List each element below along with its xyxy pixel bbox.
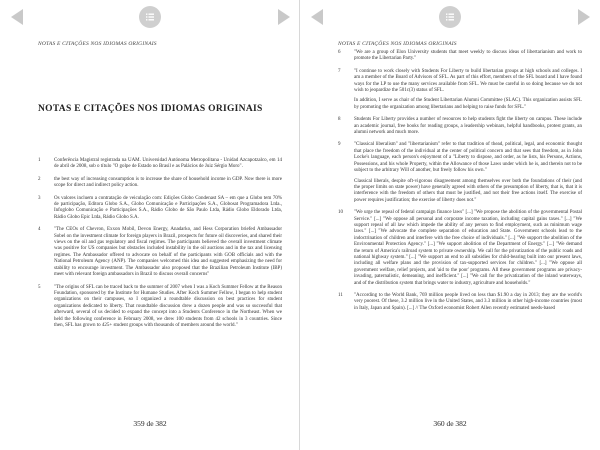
note-item	[338, 210, 582, 287]
note-item	[338, 69, 582, 111]
note-paragraph: "The CEOs of Chevron, Exxon Mobil, Devon Energy, Anadarko, and Hess Corporation briefed Ambassador Sobel on the investment climate for foreign players in Brazil, prospects for future oil discoveries, and shared their views on the oil and gas regulatory and fiscal regimes. The participants believed the overall investment climate was positive for US companies but obstacles included instability in the oil auctions and in the tax and licensing regimes. The Ambassador offered to advocate on behalf of the participants with GOB officials and with the National Petroleum Agency (ANP). The companies welcomed this idea and suggested emphasizing the need for stability to encourage investment. The Ambassador also proposed that the Brazilian Petroleum Institute (IBP) meet with relevant foreign ambassadors in Brazil to discuss overall concerns"	[54, 227, 282, 278]
note-item	[338, 117, 582, 136]
note-body	[354, 117, 582, 136]
next-page-button[interactable]	[577, 8, 591, 26]
note-number: 9	[338, 142, 341, 148]
previous-page-button[interactable]	[10, 8, 24, 26]
note-body	[54, 158, 282, 171]
note-number: 3	[38, 195, 41, 201]
note-paragraph: In addition, I serve as chair of the Student Libertarian Alumni Committee (SLAC). This organization assists SFL by promoting the organization among libertarians and helping to raise funds for SFL."	[354, 98, 582, 110]
note-number: 1	[38, 158, 41, 163]
note-body	[354, 142, 582, 204]
note-item	[38, 158, 282, 171]
note-number: 8	[338, 117, 341, 123]
note-item	[38, 196, 282, 222]
note-number: 7	[338, 68, 341, 74]
notes-list	[338, 50, 582, 318]
note-paragraph: "According to the World Bank, 769 million people lived on less than $1.90 a day in 2013; they are the world's very poorest. Of these, 3.2 million live in the United States, and 3.3 million in other high-income countries (most in Italy, Japan and Spain). [...] // The Oxford economist Robert Allen recently estimated needs-based	[354, 293, 582, 311]
note-number: 10	[338, 210, 343, 216]
note-number: 2	[38, 176, 41, 182]
note-item	[338, 142, 582, 204]
menu-button[interactable]	[439, 6, 461, 28]
note-item	[338, 50, 582, 63]
note-paragraph: "Classical liberalism" and "libertarianism" refer to that tradition of thead, political, legal, and economic thought that place the freedom of the individual at the center of political concern and that sees that freedom, as in John Locke's language, each person's enjoyment of a "Liberty to dispose, and order, as he lists, his Persons, Actions, Possessions, and his whole Property, within the Allowance of those Laws under which he is, and therein not to be subject to the arbitrary Will of another, but freely follow his own."	[354, 142, 582, 174]
note-paragraph: "I continue to work closely with Students For Liberty to build libertarian groups at high schools and colleges. I am a member of the Board of Advisors of SFL. As part of this effort, members of the SFL board and I have found ways for the LP to use the many services available from SFL. We must be careful in so doing because we do not wish to jeopardize the 501c(3) status of SFL.	[354, 68, 582, 94]
note-paragraph: Conferência Magistral registrada na UAM. Universidad Autónoma Metropolitana - Unidad Azcapotzalco, em 14 de abril de 2008, sob o título "O golpe de Estado no Brasil e as Palácios de Juiz Sérgio Moro".	[54, 158, 282, 170]
note-paragraph: "We are a group of Elon University students that meet weekly to discuss ideas of libertarianism and work to promote the Libertarian Party."	[354, 50, 582, 62]
note-body	[54, 227, 282, 278]
right-page	[300, 0, 600, 450]
triangle-left-icon	[311, 9, 323, 25]
running-head: NOTAS E CITAÇÕES NOS IDIOMAS ORIGINAIS	[38, 41, 157, 47]
note-body	[54, 196, 282, 222]
note-number: 11	[338, 293, 343, 298]
note-item	[38, 227, 282, 278]
page-number: 360 de 382	[433, 419, 467, 428]
note-body	[54, 285, 282, 330]
notes-list	[38, 158, 282, 335]
note-body	[354, 210, 582, 287]
note-body	[354, 50, 582, 63]
note-number: 5	[38, 284, 41, 290]
list-icon	[445, 12, 455, 22]
note-item	[38, 285, 282, 330]
note-number: 4	[38, 227, 41, 233]
note-body	[354, 69, 582, 111]
note-item	[338, 293, 582, 312]
chapter-title: NOTAS E CITAÇÕES NOS IDIOMAS ORIGINAIS	[38, 104, 263, 114]
previous-page-button[interactable]	[310, 8, 324, 26]
note-item	[38, 177, 282, 190]
note-body	[54, 177, 282, 190]
list-icon	[145, 12, 155, 22]
note-paragraph: "The origins of SFL can be traced back to the summer of 2007 when I was a Koch Summer Fellow at the Reason Foundation, sponsored by the Institute for Humane Studies. After Koch Summer Fellow, I began to help student organizations on their campuses, so I organized a roundtable discussion on best practices for student organizations dedicated to liberty. That roundtable discussion drew a dozen people and was so successful that afterward, several of us decided to expand the concept into a Students Conference in the Northeast. When we held the following conference in February 2008, we drew 100 students from 42 schools in 3 countries. Since then, SFL has grown to 425+ student groups with thousands of members around the world."	[54, 284, 282, 328]
menu-button[interactable]	[139, 6, 161, 28]
triangle-right-icon	[578, 9, 590, 25]
page-number: 359 de 382	[133, 419, 167, 428]
note-number: 6	[338, 50, 341, 55]
next-page-button[interactable]	[277, 8, 291, 26]
note-paragraph: Classical liberals, despite oft-vigorous disagreement among themselves over both the foundations of their (and the proper limits on state power) have generally agreed with others of the presumption of liberty, that is, that it is interference with the freedom of others that must be justified, and not their free actions itself. The exercise of power requires justification; the exercise of liberty does not."	[354, 178, 582, 203]
running-head: NOTAS E CITAÇÕES NOS IDIOMAS ORIGINAIS	[338, 41, 457, 47]
triangle-right-icon	[278, 9, 290, 25]
note-paragraph: Students For Liberty provides a number of resources to help students fight the liberty on campus. These include an academic journal, free books for reading groups, a leadership webinars, helpful handbooks, protest grants, an alumni network and much more.	[354, 117, 582, 136]
note-paragraph: Os valores incluem a contratação de veiculação com: Edições Globo Condenast SA – em que a Globo tem 70% de participação, Editora Globo S.A., Globo Comunicação e Participações S.A., Globosat Programadora Ltda., Infoglobo Comunicação e Participações S.A., Rádio Globo de São Paulo Ltda, Rádio Globo Eldorado Ltda, Rádio Globo Epic Ltda, Rádio Globo S.A.	[54, 195, 282, 220]
note-body	[354, 293, 582, 312]
note-paragraph: "We urge the repeal of federal campaign finance laws" [...] "We propose the abolition of the governmental Postal Service." [...] "We oppose all personal and corporate income taxation, including capital gains taxes." [...] "We support repeal of all law which impede the ability of any person to find employment, such as minimum wage laws." [...] "We advocate the complete separation of education and State. Government schools lead to the indoctrination of children and interfere with the free choice of individuals." [...] "We support the abolition of the Environmental Protection Agency." [...] "We support abolition of the Department of Energy." [...] "We demand the return of America's railroad system to private ownership. We call for the privatization of the public roads and national highway system." [...] "We support an end to all subsidies for child-bearing built into our present laws, including all welfare plans and the provision of tax-supported services for children." [...] "We oppose all government welfare, relief projects, and 'aid to the poor' programs. All these government programs are privacy-invading, paternalistic, demeaning, and inefficient." [...] "We call for the privatization of the inland waterways, and of the distribution system that brings water to industry, agriculture and households."	[354, 210, 582, 286]
note-paragraph: the best way of increasing consumption is to increase the share of household income in GDP. Now there is more scope for direct and indirect policy action.	[54, 176, 282, 189]
triangle-left-icon	[11, 9, 23, 25]
